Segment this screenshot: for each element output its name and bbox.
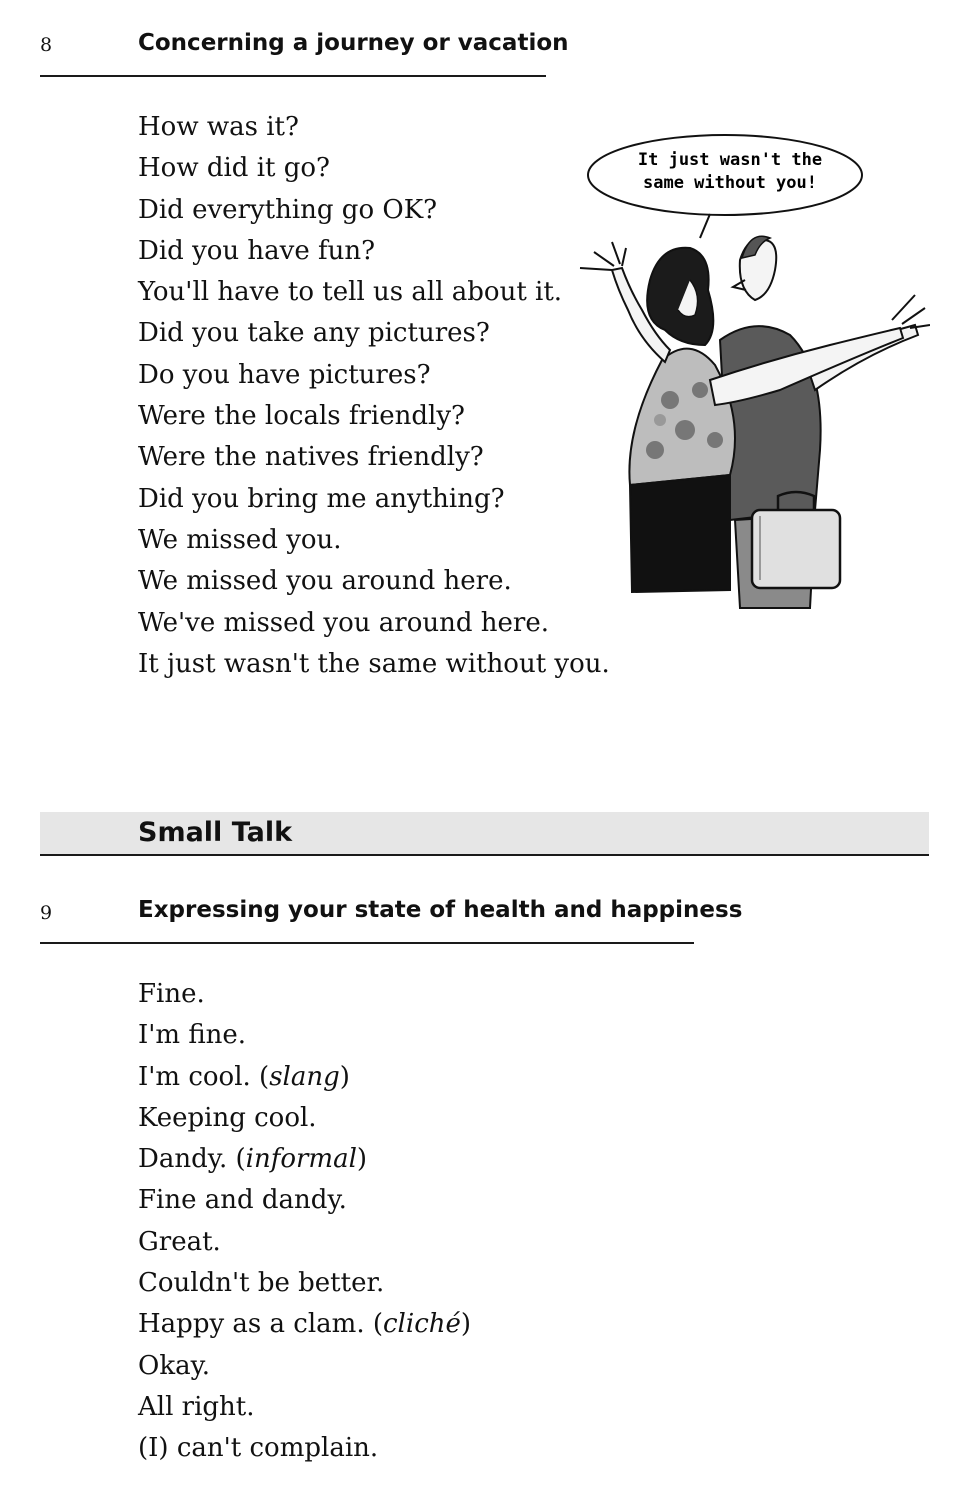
usage-note: slang: [269, 1061, 340, 1092]
list-item: Fine.: [138, 979, 205, 1009]
list-item: We missed you.: [138, 524, 342, 555]
list-item: We missed you around here.: [138, 566, 512, 597]
list-item: We've missed you around here.: [138, 607, 549, 638]
list-item: Did you take any pictures?: [138, 318, 490, 349]
chapter-title: Small Talk: [138, 817, 293, 848]
list-item: It just wasn't the same without you.: [138, 648, 610, 679]
phrase-list-journey: [138, 107, 610, 685]
list-item: I'm fine.: [138, 1020, 247, 1051]
list-item: Keeping cool.: [138, 1102, 317, 1133]
list-item: Dandy. (informal): [138, 1144, 368, 1175]
speech-bubble-line2: same without you!: [643, 173, 817, 193]
list-item: All right.: [138, 1391, 255, 1422]
section-number: 9: [40, 902, 53, 924]
list-item: Did everything go OK?: [138, 194, 438, 225]
section-title-rule: [40, 75, 546, 77]
list-item: Happy as a clam. (cliché): [138, 1309, 472, 1340]
list-item: Were the locals friendly?: [138, 401, 465, 432]
phrase-list-health: [138, 974, 471, 1470]
list-item: Do you have pictures?: [138, 359, 431, 390]
section-number: 8: [40, 34, 53, 56]
cartoon-illustration: [570, 130, 930, 615]
list-item: (I) can't complain.: [138, 1433, 379, 1464]
list-item: Fine and dandy.: [138, 1185, 347, 1216]
list-item: Okay.: [138, 1350, 211, 1381]
list-item: Great.: [138, 1226, 221, 1257]
list-item: Couldn't be better.: [138, 1268, 385, 1299]
list-item: Did you have fun?: [138, 235, 376, 266]
list-item: How did it go?: [138, 153, 330, 184]
list-item: Were the natives friendly?: [138, 442, 484, 473]
speech-bubble-line1: It just wasn't the: [637, 150, 823, 170]
section-title-rule: [40, 942, 694, 944]
usage-note: informal: [245, 1144, 357, 1175]
chapter-band: [40, 812, 929, 856]
list-item: How was it?: [138, 112, 299, 142]
list-item: You'll have to tell us all about it.: [138, 277, 563, 308]
usage-note: cliché: [383, 1309, 461, 1340]
list-item: Did you bring me anything?: [138, 483, 505, 514]
list-item: I'm cool. (slang): [138, 1061, 350, 1092]
section-title: Expressing your state of health and happiness: [138, 897, 743, 923]
section-title: Concerning a journey or vacation: [138, 30, 569, 56]
